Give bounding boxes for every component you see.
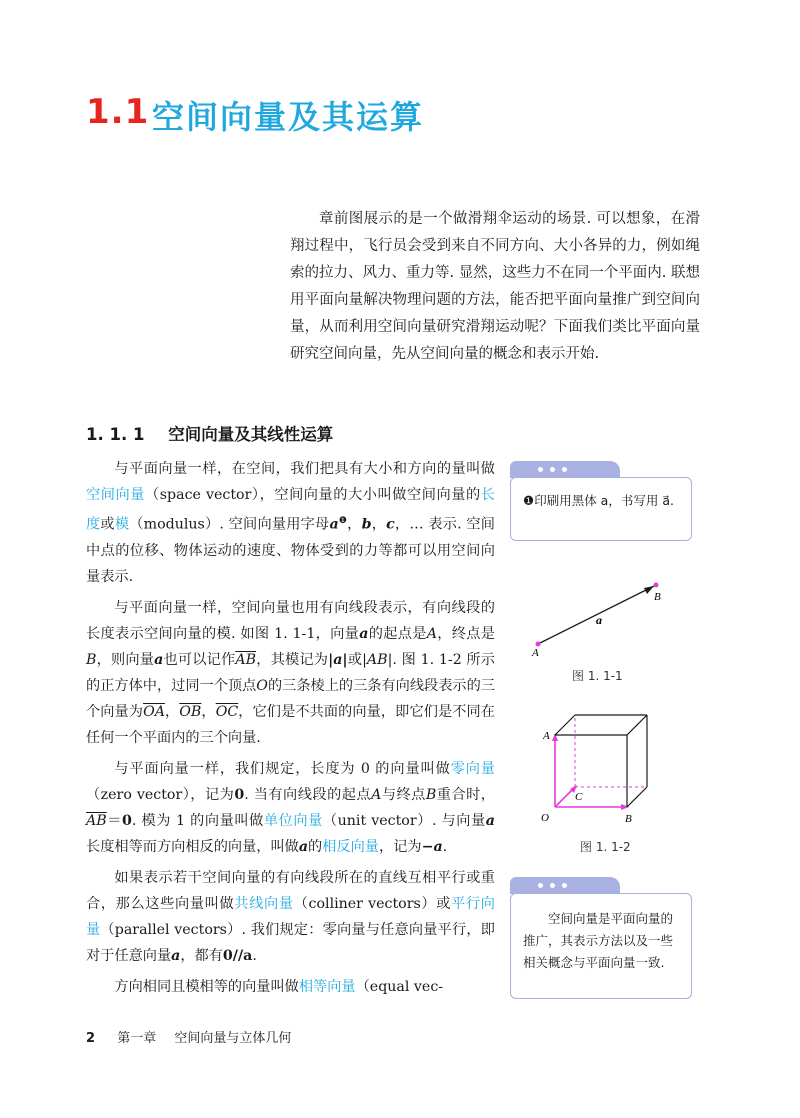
figure-1-1 [520, 572, 680, 662]
label-O: O [541, 812, 549, 824]
note-dot [562, 883, 567, 888]
term-zero-vector: 零向量 [450, 760, 495, 777]
point-label: O [256, 677, 268, 694]
text: ， [371, 516, 387, 533]
text: 也可以记作 [163, 651, 236, 668]
text: ，终点是 [436, 625, 495, 642]
cube-edge [627, 787, 647, 807]
text: ， [201, 703, 216, 720]
note-dot [562, 467, 567, 472]
paragraph-3 [86, 756, 495, 860]
chapter-title: 空间向量与立体几何 [174, 1031, 292, 1046]
vector-AB: $\overline{AB}$ [86, 812, 107, 829]
text: （space vector），空间向量的大小叫做空间向量的 [145, 487, 481, 503]
term-collinear-vectors: 共线向量 [234, 895, 294, 912]
text: 与终点 [381, 786, 426, 803]
text: . 模为 1 的向量叫做 [131, 812, 264, 829]
main-text [86, 456, 495, 1005]
vector-c: c [386, 516, 395, 533]
point-A-dot [536, 642, 541, 647]
text: 方向相同且模相等的向量叫做 [114, 978, 299, 995]
paragraph-2 [86, 595, 495, 751]
note-dot [550, 883, 555, 888]
page-footer [86, 1027, 291, 1046]
text: . 图 1. 1-2 所示的正方体中，过同一个顶点 [86, 651, 495, 694]
cube-edge [627, 715, 647, 735]
text: . [252, 947, 257, 964]
vector-OA: $\overline{OA}$ [143, 703, 165, 720]
text: 与平面向量一样，我们规定，长度为 0 的向量叫做 [114, 760, 451, 777]
paragraph-1 [86, 456, 495, 590]
subsection-heading [86, 421, 333, 445]
text: . 当有向线段的起点 [244, 786, 372, 803]
text: （equal vec- [355, 978, 444, 995]
text: （modulus）. 空间向量用字母 [129, 516, 330, 533]
term-space-vector: 空间向量 [86, 487, 145, 503]
term-unit-vector: 单位向量 [263, 812, 323, 829]
vector-a: a [485, 812, 495, 829]
margin-note-1 [510, 477, 692, 541]
note-dot [550, 467, 555, 472]
subsection-number: 1. 1. 1 [86, 425, 145, 444]
text: 重合时， [436, 786, 495, 803]
vector-OB: $\overline{OB}$ [179, 703, 202, 720]
point-B-dot [654, 583, 659, 588]
text: 的 [308, 838, 323, 855]
text: ，… 表示. 空间中点的位移、物体运动的速度、物体受到的力等都可以用空间向量表示. [86, 516, 495, 585]
text: 或 [100, 516, 115, 533]
text: 与平面向量一样，在空间，我们把具有大小和方向的量叫做 [114, 461, 495, 477]
label-B: B [654, 591, 661, 603]
zero-vector-symbol: 0 [122, 812, 132, 829]
figure-1-2 [535, 705, 675, 835]
modulus-AB: |AB| [362, 651, 393, 668]
cube-edge [555, 715, 575, 735]
text: （parallel vectors）. 我们规定：零向量与任意向量平行，即对于任意向量 [86, 921, 495, 964]
term-length: 长度 [86, 487, 495, 533]
point-label: A [426, 625, 437, 642]
point-label: A [371, 786, 382, 803]
label-B: B [625, 813, 632, 825]
vector-a: a [298, 838, 309, 855]
text: ＝ [106, 812, 122, 829]
text: 的三条棱上的三条有向线段表示的三个向量为 [86, 677, 495, 720]
term-equal-vectors: 相等向量 [298, 978, 356, 995]
text: ，则向量 [96, 651, 155, 668]
label-A: A [532, 647, 539, 659]
section-title: 空间向量及其运算 [152, 98, 425, 136]
text: . [442, 838, 448, 855]
note-text: 空间向量是平面向量的推广，其表示方法以及一些相关概念与平面向量一致. [523, 911, 674, 970]
vector-a: a [329, 516, 339, 533]
vector-b: b [361, 516, 372, 533]
paragraph-4 [86, 865, 495, 969]
text: ，记为 [379, 838, 422, 855]
vector-AB: $\overline{AB}$ [235, 651, 257, 668]
vector-a: a [154, 651, 164, 668]
label-vector-a: a [596, 613, 602, 627]
text: 长度相等而方向相反的向量，叫做 [86, 838, 299, 855]
note-tab [510, 461, 620, 478]
footnote-marker: ❶ [338, 516, 348, 526]
text: 或 [347, 651, 363, 668]
chapter-label: 第一章 [117, 1031, 157, 1046]
point-label: B [86, 651, 97, 668]
text: （unit vector）. 与向量 [322, 812, 486, 829]
section-number: 1.1 [86, 92, 150, 132]
zero-vector-symbol: 0 [234, 786, 245, 803]
figure-1-1-caption: 图 1. 1-1 [572, 669, 623, 683]
text: ， [347, 516, 362, 533]
modulus-a: |a| [328, 651, 348, 668]
parallel-relation: 0//a [222, 947, 253, 964]
vector-a: a [359, 625, 369, 642]
term-parallel-vectors: 平行向量 [86, 895, 495, 938]
label-A: A [543, 730, 550, 742]
paragraph-5 [86, 974, 495, 1000]
note-tab [510, 877, 620, 894]
text: ，都有 [180, 947, 223, 964]
subsection-title: 空间向量及其线性运算 [168, 425, 334, 444]
text: （zero vector），记为 [86, 786, 235, 803]
note-dot [538, 883, 543, 888]
page-number: 2 [86, 1031, 96, 1046]
text: ，其模记为 [256, 651, 329, 668]
point-label: B [425, 786, 437, 803]
intro-paragraph: 章前图展示的是一个做滑翔伞运动的场景. 可以想象，在滑翔过程中，飞行员会受到来自不同方向、大小各异的力，例如绳索的拉力、风力、重力等. 显然，这些力不在同一个平面内. 联想用平面向量解决物理问题的方法，能否把平面向量推广到空间向量，从而利用空间向量研究滑翔运动呢？下面我们类比平面向量研究空间向量，先从空间向量的概念和表示开始. [290, 211, 700, 362]
text: 与平面向量一样，空间向量也用有向线段表示，有向线段的长度表示空间向量的模. 如图 1. 1-1，向量 [86, 599, 495, 642]
vector-a: a [171, 947, 181, 964]
arrowhead [644, 586, 654, 594]
text: 的起点是 [368, 625, 427, 642]
text: ，它们是不共面的向量，即它们是不同在任何一个平面内的三个向量. [86, 703, 495, 746]
term-modulus: 模 [114, 516, 130, 533]
text: ， [164, 703, 180, 720]
note-text: ❶印刷用黑体 a，书写用 a⃗. [523, 493, 674, 508]
margin-note-2 [510, 893, 692, 999]
term-opposite-vector: 相反向量 [322, 838, 379, 855]
negative-vector-a: −a [421, 838, 443, 855]
text: 如果表示若干空间向量的有向线段所在的直线互相平行或重合，那么这些向量叫做 [86, 869, 495, 912]
figure-1-2-caption: 图 1. 1-2 [580, 840, 631, 854]
vector-OC: $\overline{OC}$ [215, 703, 239, 720]
note-dot [538, 467, 543, 472]
label-C: C [575, 791, 583, 803]
text: （colliner vectors）或 [293, 895, 452, 912]
